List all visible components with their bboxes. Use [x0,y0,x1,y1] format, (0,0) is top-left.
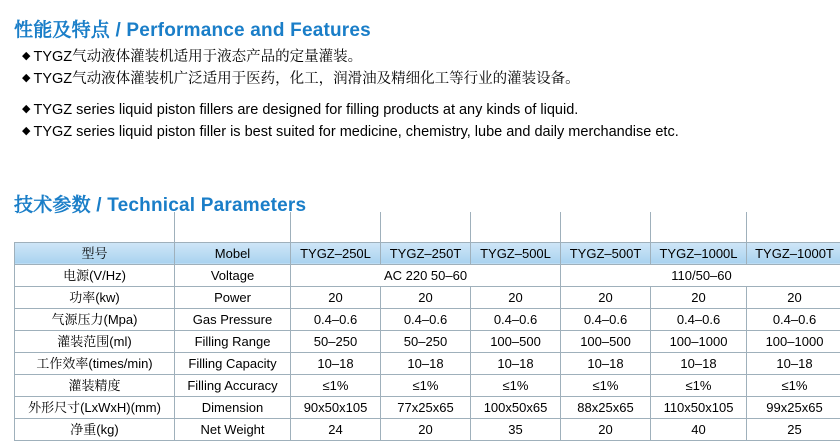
table-cell: 10–18 [381,352,471,374]
table-cell: 20 [651,286,747,308]
row-label-cn: 灌装范围(ml) [15,330,175,352]
table-row [15,374,840,396]
table-cell: 35 [471,418,561,440]
table-cell: 0.4–0.6 [291,308,381,330]
row-label-cn: 功率(kw) [15,286,175,308]
table-cell: ≤1% [381,374,471,396]
table-spacer-cell [381,212,471,242]
bullet-diamond-icon: ◆ [22,103,30,115]
row-label-cn: 工作效率(times/min) [15,352,175,374]
table-row [15,264,840,286]
table-cell: 100–500 [471,330,561,352]
table-header-row [15,242,840,264]
list-item [22,46,822,68]
table-spacer-cell [651,212,747,242]
bullet-diamond-icon: ◆ [22,125,30,137]
row-label-cn: 净重(kg) [15,418,175,440]
bullet-diamond-icon: ◆ [22,50,30,62]
row-label-cn: 气源压力(Mpa) [15,308,175,330]
column-header: TYGZ–500T [561,242,651,264]
features-section-title: 性能及特点 / Performance and Features [14,15,371,42]
table-cell: 10–18 [291,352,381,374]
table-cell: 110/50–60 [561,264,840,286]
table-cell: 40 [651,418,747,440]
parameters-section-title: 技术参数 / Technical Parameters [14,190,306,217]
table-cell: 20 [561,286,651,308]
table-row [15,396,840,418]
table-cell: 10–18 [651,352,747,374]
table-row [15,286,840,308]
table-row [15,352,840,374]
row-label-en: Power [175,286,291,308]
table-spacer-cell [291,212,381,242]
list-item-text: TYGZ气动液体灌装机适用于液态产品的定量灌装。 [33,49,362,65]
table-cell: ≤1% [291,374,381,396]
table-spacer-cell [561,212,651,242]
list-item [22,99,822,121]
table-cell: AC 220 50–60 [291,264,561,286]
column-header: Mobel [175,242,291,264]
table-cell: 0.4–0.6 [471,308,561,330]
row-label-cn: 灌装精度 [15,374,175,396]
column-header: TYGZ–1000T [747,242,840,264]
table-cell: 20 [471,286,561,308]
column-header: TYGZ–1000L [651,242,747,264]
table-cell: 20 [747,286,840,308]
table-cell: 110x50x105 [651,396,747,418]
row-label-en: Filling Accuracy [175,374,291,396]
table-cell: ≤1% [747,374,840,396]
table-cell: 50–250 [291,330,381,352]
row-label-en: Filling Range [175,330,291,352]
table-cell: 99x25x65 [747,396,840,418]
table-cell: 77x25x65 [381,396,471,418]
row-label-en: Filling Capacity [175,352,291,374]
table-cell: 90x50x105 [291,396,381,418]
table-cell: 100–1000 [747,330,840,352]
table-row [15,418,840,440]
table-cell: 20 [561,418,651,440]
table-cell: 24 [291,418,381,440]
row-label-en: Dimension [175,396,291,418]
row-label-en: Voltage [175,264,291,286]
list-item-text: TYGZ气动液体灌装机广泛适用于医药，化工，润滑油及精细化工等行业的灌装设备。 [33,71,579,87]
table-cell: 0.4–0.6 [561,308,651,330]
list-spacer [22,90,822,99]
row-label-cn: 电源(V/Hz) [15,264,175,286]
table-cell: 0.4–0.6 [747,308,840,330]
table-cell: 0.4–0.6 [651,308,747,330]
list-item [22,121,822,143]
table-cell: 100x50x65 [471,396,561,418]
table-cell: ≤1% [561,374,651,396]
table-cell: 0.4–0.6 [381,308,471,330]
list-item-text: TYGZ series liquid piston filler is best suited for medicine, chemistry, lube and daily merchandise etc. [33,124,678,140]
column-header: TYGZ–500L [471,242,561,264]
table-spacer-cell [747,212,840,242]
table-spacer-cell [15,212,175,242]
table-cell: 50–250 [381,330,471,352]
bullet-diamond-icon: ◆ [22,72,30,84]
table-cell: 100–500 [561,330,651,352]
column-header: TYGZ–250L [291,242,381,264]
table-spacer-cell [471,212,561,242]
table-cell: 25 [747,418,840,440]
list-item-text: TYGZ series liquid piston fillers are designed for filling products at any kinds of liquid. [33,102,578,118]
row-label-cn: 外形尺寸(LxWxH)(mm) [15,396,175,418]
table-cell: ≤1% [471,374,561,396]
table-cell: 10–18 [747,352,840,374]
features-bullet-list [22,46,822,143]
row-label-en: Net Weight [175,418,291,440]
table-cell: ≤1% [651,374,747,396]
table-spacer-row [15,212,840,242]
table-cell: 10–18 [471,352,561,374]
parameters-table [14,212,840,441]
table-cell: 20 [381,286,471,308]
table-cell: 88x25x65 [561,396,651,418]
list-item [22,68,822,90]
table-cell: 10–18 [561,352,651,374]
row-label-en: Gas Pressure [175,308,291,330]
table-row [15,330,840,352]
table-cell: 100–1000 [651,330,747,352]
table-cell: 20 [291,286,381,308]
column-header: 型号 [15,242,175,264]
table-spacer-cell [175,212,291,242]
table-cell: 20 [381,418,471,440]
column-header: TYGZ–250T [381,242,471,264]
table-row [15,308,840,330]
parameters-table-wrapper [14,212,826,441]
